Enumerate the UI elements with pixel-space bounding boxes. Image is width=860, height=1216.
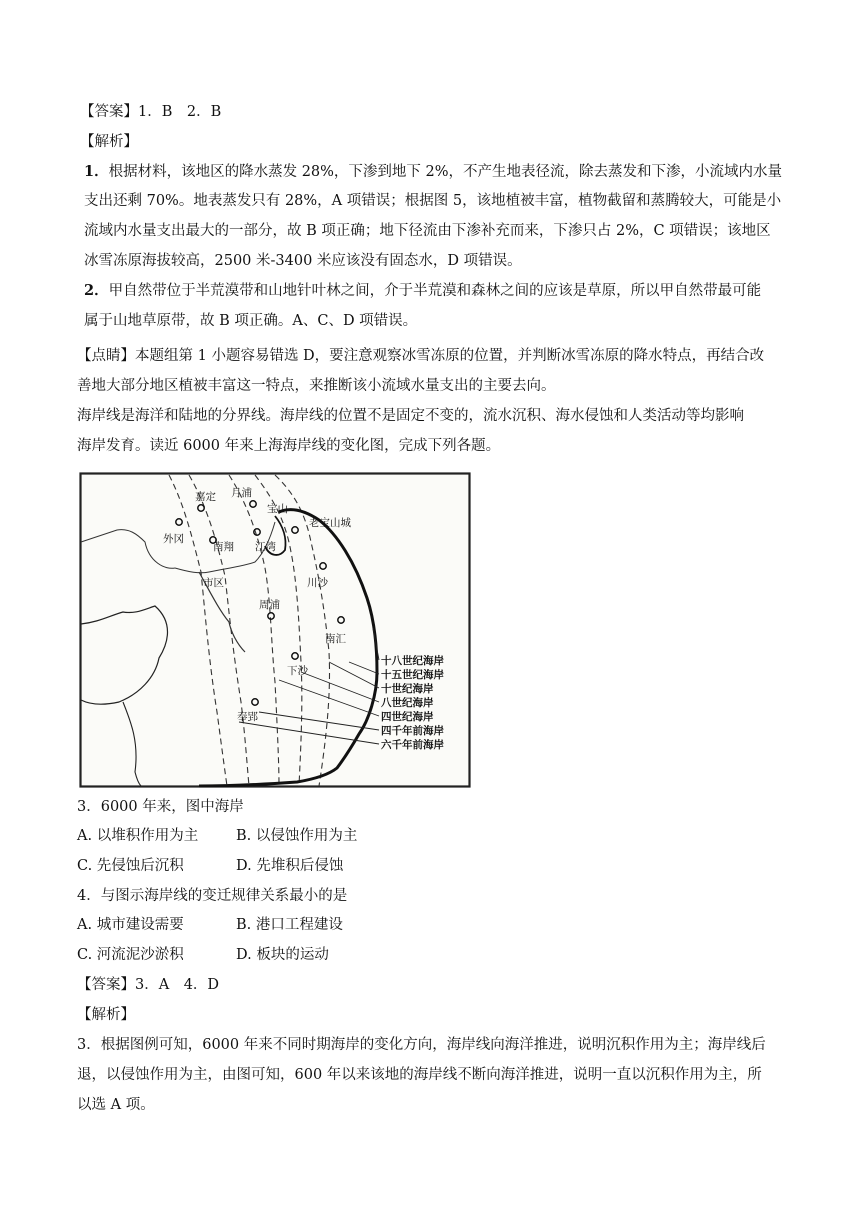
q3-stem: 3．6000 年来，图中海岸 [77, 799, 244, 815]
label-nanhui: 南汇 [325, 633, 346, 645]
label-baoshan: 宝山 [267, 503, 288, 515]
legend-6000-years-ago: 六千年前海岸 [381, 739, 444, 751]
q4-option-d: D. 板块的运动 [236, 947, 329, 963]
intro-line: 海岸线是海洋和陆地的分界线。海岸线的位置不是固定不变的，流水沉积、海水侵蚀和人类活动等均影响 [77, 408, 744, 424]
q4-stem: 4．与图示海岸线的变迁规律关系最小的是 [77, 888, 348, 904]
label-shiqu: 市区 [203, 577, 224, 589]
label-waigang: 外冈 [163, 533, 184, 545]
q3-analysis-line: 以选 A 项。 [77, 1097, 155, 1113]
tips-line: 【点睛】本题组第 1 小题容易错选 D，要注意观察冰雪冻原的位置，并判断冰雪冻原的降水特点，再结合改 [77, 348, 765, 364]
q1-text: 根据材料，该地区的降水蒸发 28%，下渗到地下 2%，不产生地表径流，除去蒸发和下渗，小流域内水量 [108, 164, 783, 180]
label-jiangwan: 江湾 [255, 541, 276, 553]
q1-analysis-line [84, 162, 782, 182]
legend-8th-century: 八世纪海岸 [381, 697, 434, 709]
label-xiasha: 下沙 [287, 665, 308, 677]
analysis-heading-2: 【解析】 [77, 1007, 135, 1023]
q2-analysis-line: 属于山地草原带，故 B 项正确。A、C、D 项错误。 [84, 313, 418, 329]
q4-option-a: A. 城市建设需要 [77, 917, 184, 933]
q1-analysis-line: 支出还剩 70%。地表蒸发只有 28%，A 项错误；根据图 5，该地植被丰富，植物截留和蒸腾较大，可能是小 [84, 193, 782, 209]
q3-option-c: C. 先侵蚀后沉积 [77, 858, 184, 874]
legend-4000-years-ago: 四千年前海岸 [381, 725, 444, 737]
tips-line: 善地大部分地区植被丰富这一特点，来推断该小流域水量支出的主要去向。 [77, 378, 556, 394]
q3-analysis-line: 3．根据图例可知，6000 年来不同时期海岸的变化方向，海岸线向海洋推进，说明沉积作用为主；海岸线后 [77, 1037, 766, 1053]
answer-line-1: 【答案】1．B 2．B [80, 104, 222, 120]
q2-analysis-line [84, 281, 761, 301]
label-jiading: 嘉定 [195, 491, 216, 503]
q1-number: 1． [84, 163, 109, 180]
label-fengxian: 奉郢 [237, 711, 258, 723]
q3-option-b: B. 以侵蚀作用为主 [236, 828, 358, 844]
q1-analysis-line: 流域内水量支出最大的一部分，故 B 项正确；地下径流由下渗补充而来，下渗只占 2%，C 项错误；该地区 [84, 223, 771, 239]
legend-18th-century: 十八世纪海岸 [381, 655, 444, 667]
q4-option-c: C. 河流泥沙淤积 [77, 947, 184, 963]
shanghai-coastline-map [79, 472, 471, 788]
analysis-heading-1: 【解析】 [80, 134, 138, 150]
answer-line-2: 【答案】3．A 4．D [77, 977, 220, 993]
legend-4th-century: 四世纪海岸 [381, 711, 434, 723]
intro-line: 海岸发育。读近 6000 年来上海海岸线的变化图，完成下列各题。 [77, 438, 501, 454]
legend-10th-century: 十世纪海岸 [381, 683, 434, 695]
label-chuansha: 川沙 [307, 577, 328, 589]
q2-number: 2． [84, 282, 109, 299]
q2-text: 甲自然带位于半荒漠带和山地针叶林之间，介于半荒漠和森林之间的应该是草原，所以甲自然带最可能 [108, 283, 762, 299]
label-laobaoshan: 老宝山城 [309, 517, 351, 529]
label-yuepu: 月浦 [231, 487, 252, 499]
q1-analysis-line: 冰雪冻原海拔较高，2500 米-3400 米应该没有固态水，D 项错误。 [84, 253, 522, 269]
q3-option-a: A. 以堆积作用为主 [77, 828, 199, 844]
label-nanxiang: 南翔 [213, 541, 234, 553]
legend-15th-century: 十五世纪海岸 [381, 669, 444, 681]
q3-analysis-line: 退，以侵蚀作用为主，由图可知，600 年以来该地的海岸线不断向海洋推进，说明一直以沉积作用为主，所 [77, 1067, 762, 1083]
q3-option-d: D. 先堆积后侵蚀 [236, 858, 344, 874]
q4-option-b: B. 港口工程建设 [236, 917, 343, 933]
label-zhoupu: 周浦 [259, 599, 280, 611]
